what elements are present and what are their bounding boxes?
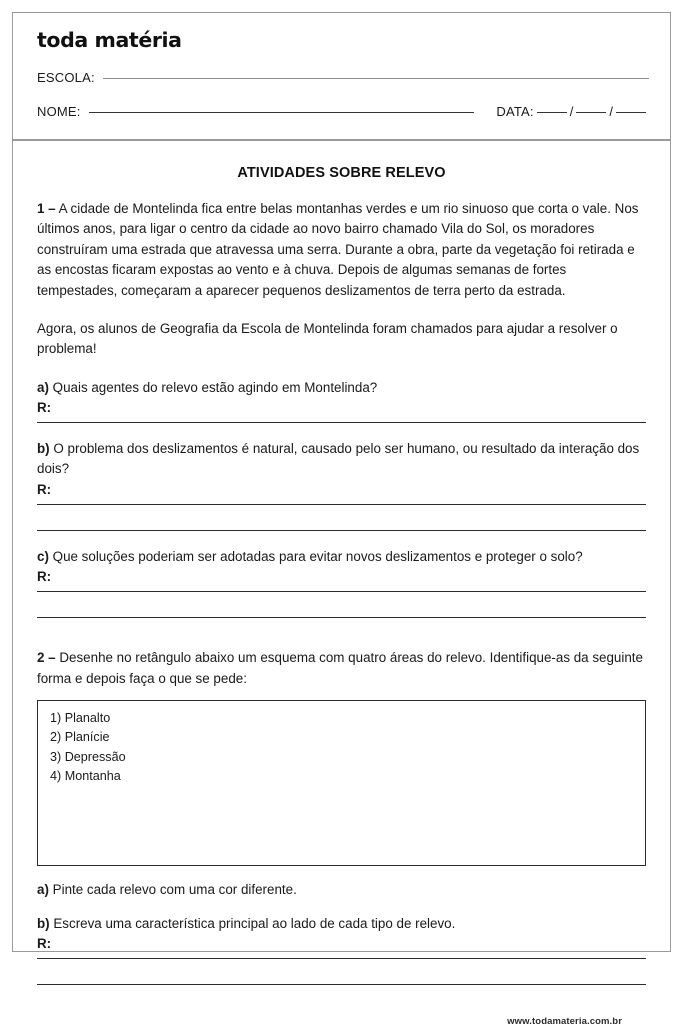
question-2-statement <box>37 648 646 689</box>
worksheet-page <box>12 12 671 1027</box>
question-2a-text: Pinte cada relevo com uma cor diferente. <box>52 882 297 898</box>
escola-label: ESCOLA: <box>37 70 95 85</box>
date-year-input[interactable] <box>616 112 646 113</box>
question-1b-answer-line-1[interactable] <box>37 504 646 505</box>
question-2-text: Desenhe no retângulo abaixo um esquema com quatro áreas do relevo. Identifique-as da seguinte forma e depois faça o que se pede: <box>37 650 643 686</box>
question-1-text: A cidade de Montelinda fica entre belas montanhas verdes e um rio sinuoso que corta o vale. Nos últimos anos, para ligar o centro da cidade ao novo bairro chamado Vila do Sol, os moradores construíram uma estrada que atravessa uma serra. Durante a obra, parte da vegetação foi retirada e as encostas ficaram expostas ao vento e à chuva. Depois de algumas semanas de fortes tempestades, começaram a aparecer pequenos deslizamentos de terra perto da estrada. <box>37 201 639 298</box>
question-1b <box>37 439 646 480</box>
question-1a-letter: a) <box>37 379 49 395</box>
relief-type-item: 4) Montanha <box>50 769 121 783</box>
nome-input-line[interactable] <box>89 112 475 113</box>
question-1-number: 1 – <box>37 201 56 216</box>
field-data <box>496 104 649 119</box>
question-1-statement <box>37 199 646 301</box>
question-1a-answer-label: R: <box>37 400 52 415</box>
question-2-number: 2 – <box>37 650 56 666</box>
question-1c <box>37 547 646 567</box>
question-1c-answer-line-2[interactable] <box>37 617 646 618</box>
page-title: ATIVIDADES SOBRE RELEVO <box>237 165 446 181</box>
worksheet-header <box>13 13 670 141</box>
date-separator-1: / <box>569 104 574 119</box>
relief-drawing-box[interactable] <box>37 700 646 866</box>
nome-label: NOME: <box>37 104 81 119</box>
relief-types-list <box>50 709 645 786</box>
question-1a-text: Quais agentes do relevo estão agindo em Montelinda? <box>52 379 378 395</box>
worksheet-footer <box>37 993 646 1027</box>
field-nome-data <box>37 104 649 119</box>
data-label: DATA: <box>496 104 534 119</box>
question-1b-answer-line-2[interactable] <box>37 530 646 531</box>
date-month-input[interactable] <box>576 112 606 113</box>
date-separator-2: / <box>609 104 613 119</box>
question-2b-letter: b) <box>37 915 50 931</box>
question-1c-text: Que soluções poderiam ser adotadas para evitar novos deslizamentos e proteger o solo? <box>52 548 583 564</box>
escola-input-line[interactable] <box>103 78 649 79</box>
relief-type-item: 2) Planície <box>50 730 110 745</box>
question-1a <box>37 378 646 398</box>
question-1c-letter: c) <box>37 548 49 564</box>
question-2b-answer-label: R: <box>37 935 52 951</box>
worksheet-content <box>13 165 670 1027</box>
question-2b-answer-line-2[interactable] <box>37 984 646 985</box>
footer-url: www.todamateria.com.br <box>507 1016 622 1027</box>
question-2b <box>37 914 646 934</box>
question-1c-answer-label: R: <box>37 569 52 585</box>
field-escola <box>37 70 649 85</box>
site-logo: toda matéria <box>37 28 182 52</box>
date-day-input[interactable] <box>537 112 567 113</box>
question-2b-text: Escreva uma característica principal ao lado de cada tipo de relevo. <box>53 915 456 931</box>
question-2b-answer-line-1[interactable] <box>37 958 646 959</box>
question-1a-answer-line-1[interactable] <box>37 422 646 423</box>
question-1b-answer-label: R: <box>37 481 52 497</box>
question-2a-letter: a) <box>37 882 49 898</box>
relief-type-item: 3) Depressão <box>50 749 126 764</box>
question-2a <box>37 880 646 900</box>
relief-type-item: 1) Planalto <box>50 711 111 726</box>
question-1-call-to-action: Agora, os alunos de Geografia da Escola de Montelinda foram chamados para ajudar a resolver o problema! <box>37 320 618 357</box>
question-1b-text: O problema dos deslizamentos é natural, causado pelo ser humano, ou resultado da interação dos dois? <box>37 441 640 477</box>
question-1b-letter: b) <box>37 441 50 457</box>
question-1c-answer-line-1[interactable] <box>37 591 646 592</box>
